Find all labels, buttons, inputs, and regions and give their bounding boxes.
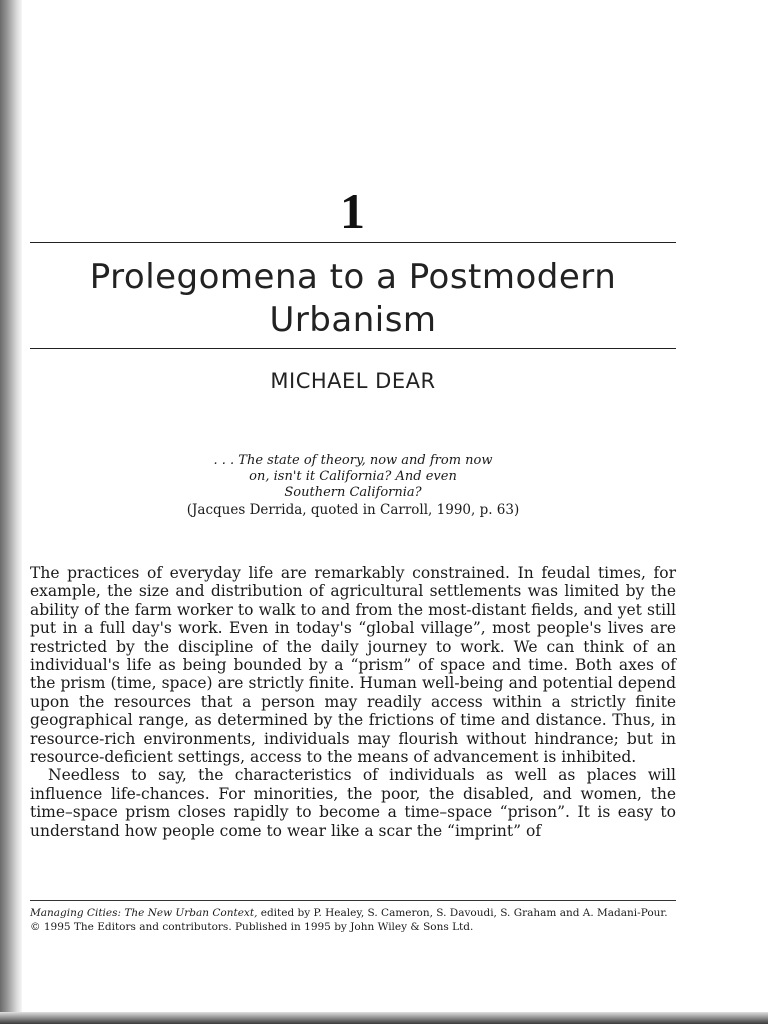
body-text (30, 564, 676, 840)
epigraph-line-2: on, isn't it California? And even (249, 469, 457, 484)
epigraph (140, 453, 566, 518)
body-paragraph-2: Needless to say, the characteristics of individuals as well as places will influence life-chances. For minorities, the poor, the disabled, and women, the time–space prism closes rapidly to become a time–space “prison”. It is easy to understand how people come to wear like a scar the “imprint” of (30, 766, 676, 840)
footnote-rule (30, 900, 676, 901)
footnote-book-title: Managing Cities: The New Urban Context, (30, 907, 258, 919)
book-spine-shadow (0, 0, 22, 1024)
publication-footnote (30, 907, 676, 934)
epigraph-source: (Jacques Derrida, quoted in Carroll, 1990, p. 63) (186, 502, 520, 518)
author-name: MICHAEL DEAR (270, 369, 436, 393)
epigraph-line-3: Southern California? (284, 485, 422, 500)
footnote-text: edited by P. Healey, S. Cameron, S. Davoudi, S. Graham and A. Madani-Pour. © 1995 The Editors and contributors. Published in 1995 by John Wiley & Sons Ltd. (30, 907, 668, 933)
title-rule-bottom (30, 348, 676, 349)
chapter-title-line-1: Prolegomena to a Postmodern (89, 257, 617, 297)
body-paragraph-1: The practices of everyday life are remarkably constrained. In feudal times, for example, the size and distribution of agricultural settlements was limited by the ability of the farm worker to walk to and from the most-distant fields, and yet still put in a full day's work. Even in today's “global village”, most people's lives are restricted by the discipline of the daily journey to work. We can think of an individual's life as being bounded by a “prism” of space and time. Both axes of the prism (time, space) are strictly finite. Human well-being and potential depend upon the resources that a person may readily access within a strictly finite geographical range, as determined by the frictions of time and distance. Thus, in resource-rich environments, individuals may flourish without hindrance; but in resource-deficient settings, access to the means of advancement is inhibited. (30, 564, 676, 767)
chapter-title-line-2: Urbanism (269, 300, 437, 340)
title-rule-top (30, 242, 676, 243)
page-bottom-edge-shadow (0, 1012, 768, 1024)
chapter-number: 1 (340, 183, 365, 239)
chapter-title (30, 256, 676, 342)
epigraph-line-1: . . . The state of theory, now and from now (213, 453, 493, 468)
